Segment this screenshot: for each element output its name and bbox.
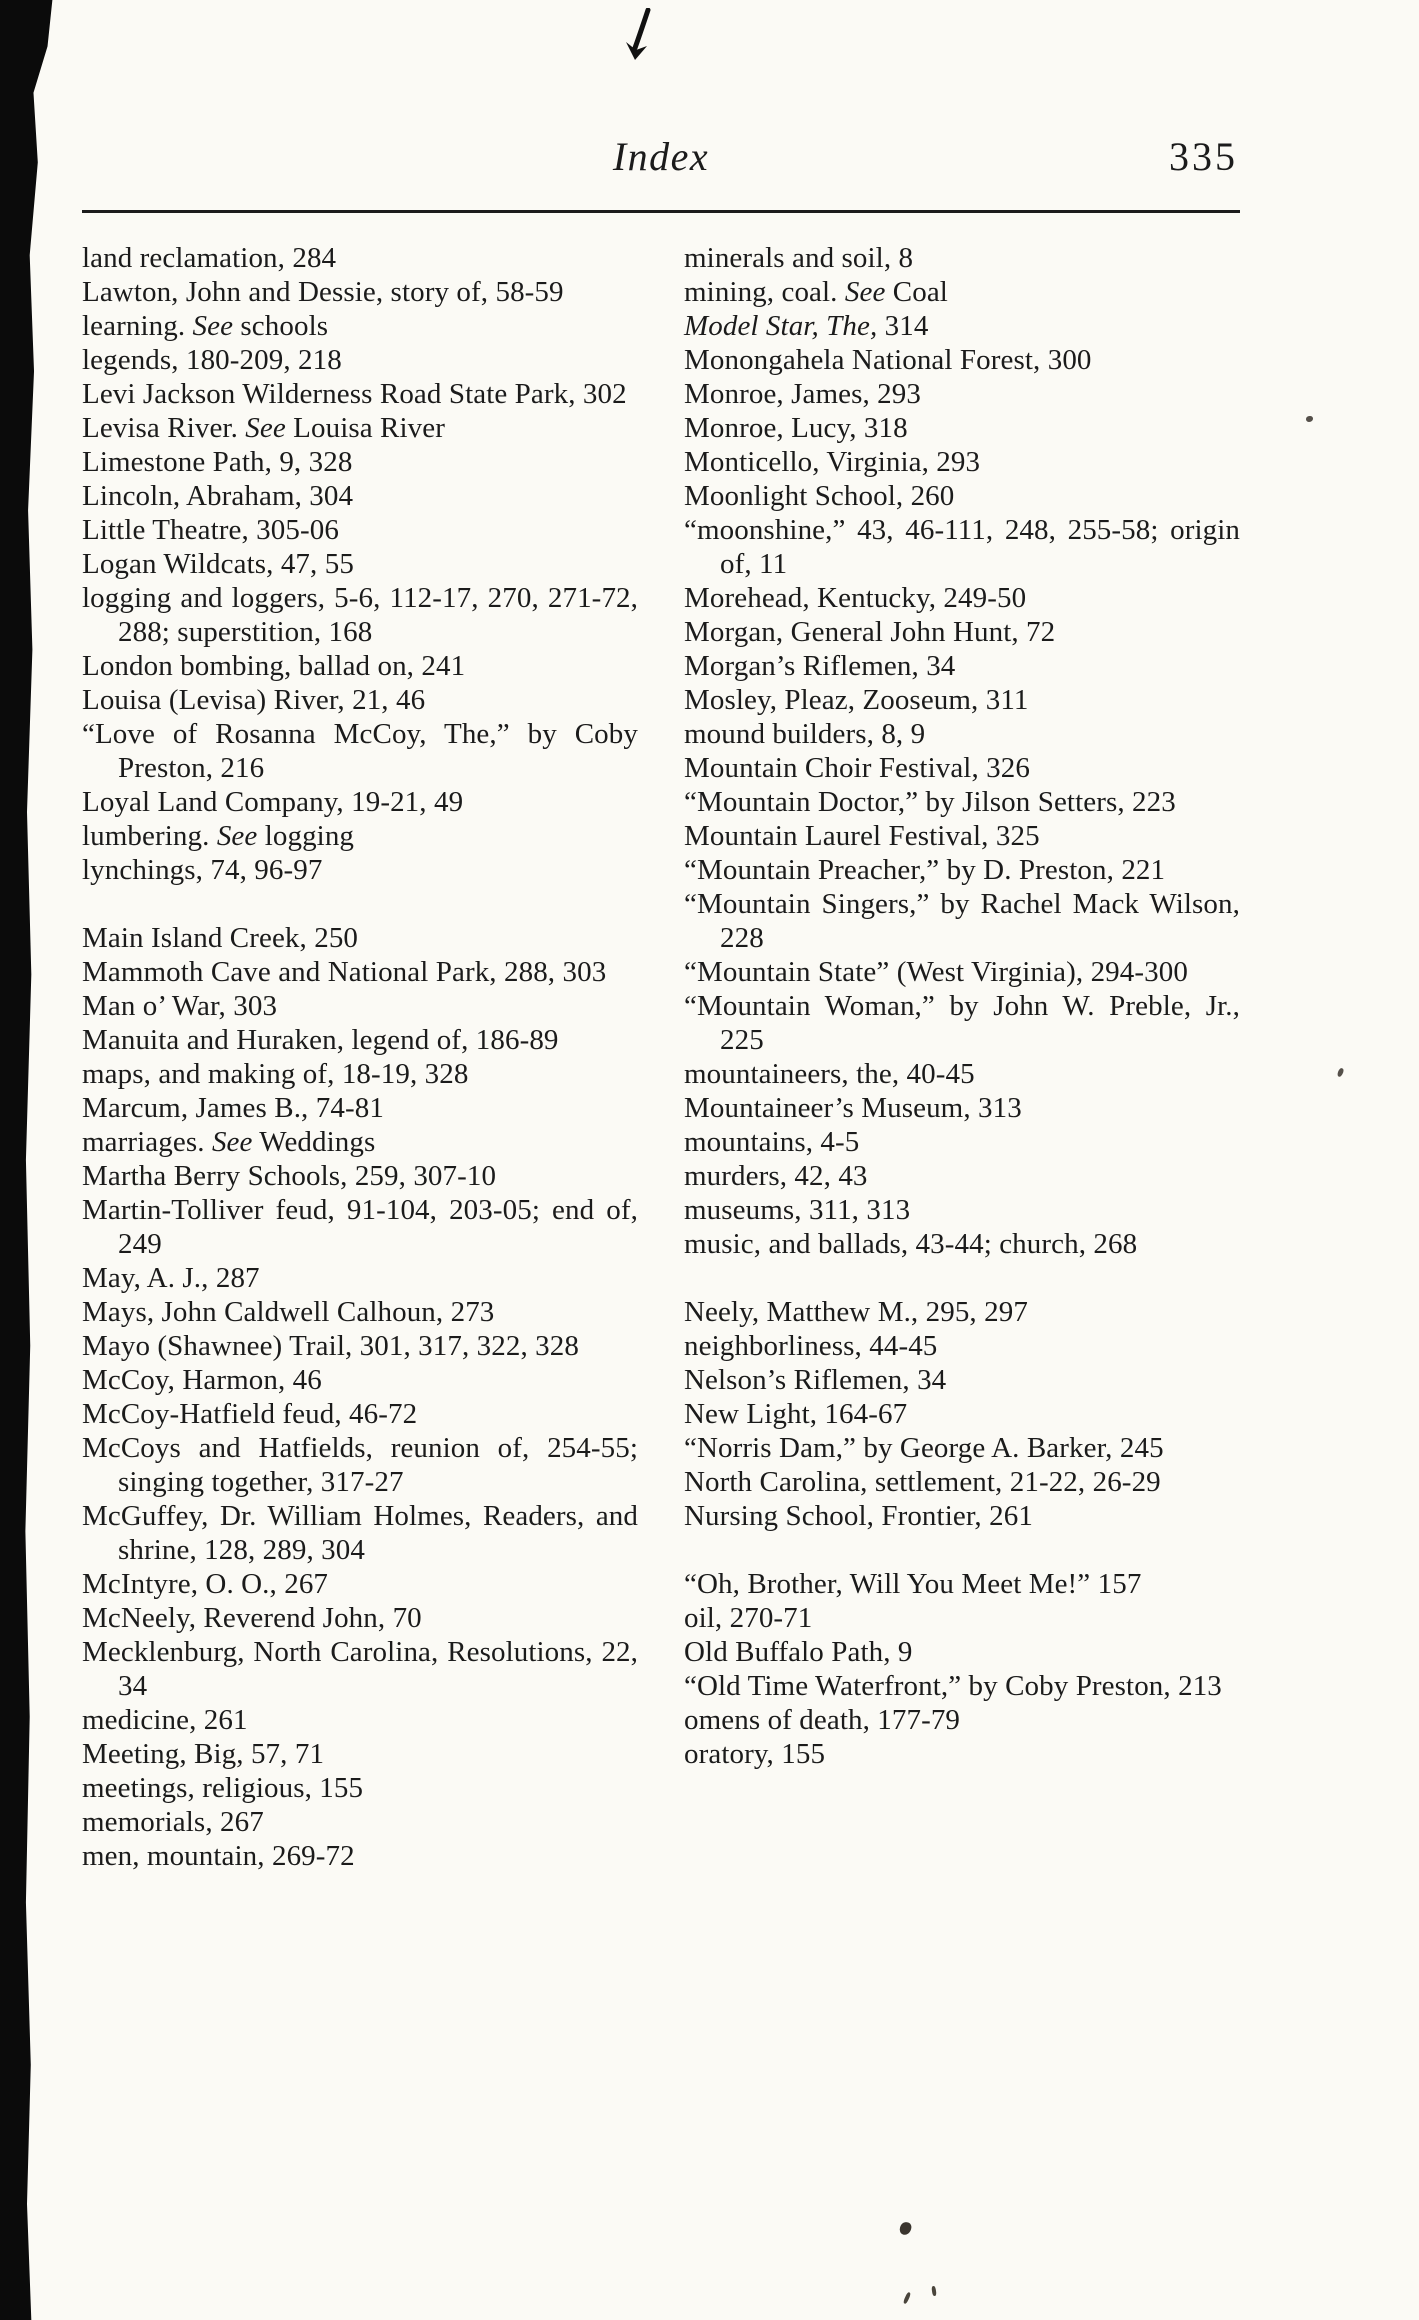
index-entry: “Mountain State” (West Virginia), 294-300 <box>684 956 1188 988</box>
page-number: 335 <box>1169 134 1238 179</box>
index-entry: Monroe, Lucy, 318 <box>684 412 908 444</box>
index-entry: medicine, 261 <box>82 1704 248 1736</box>
index-entry: minerals and soil, 8 <box>684 242 914 274</box>
index-letter-group <box>82 921 638 1873</box>
index-entry: McCoy-Hatfield feud, 46-72 <box>82 1398 418 1430</box>
index-entry: Levi Jackson Wilderness Road State Park, 302 <box>82 378 627 410</box>
binding-shadow <box>0 0 54 2320</box>
index-entry: McNeely, Reverend John, 70 <box>82 1602 422 1634</box>
index-entry: Nelson’s Riflemen, 34 <box>684 1364 947 1396</box>
scan-speck <box>898 2221 912 2237</box>
index-entry: Morgan, General John Hunt, 72 <box>684 616 1056 648</box>
index-entry: Little Theatre, 305-06 <box>82 514 339 546</box>
index-entry: Limestone Path, 9, 328 <box>82 446 353 478</box>
scan-speck <box>903 2292 912 2305</box>
index-entry: oratory, 155 <box>684 1738 826 1770</box>
index-entry: meetings, religious, 155 <box>82 1772 364 1804</box>
index-entry: “Norris Dam,” by George A. Barker, 245 <box>684 1432 1164 1464</box>
index-entry: “Mountain Preacher,” by D. Preston, 221 <box>684 854 1166 886</box>
index-entry: Main Island Creek, 250 <box>82 922 359 954</box>
index-entry: Martin-Tolliver feud, 91-104, 203-05; end of, 249 <box>82 1194 638 1260</box>
index-entry: Mecklenburg, North Carolina, Resolutions, 22, 34 <box>82 1636 638 1702</box>
index-entry: McCoys and Hatfields, reunion of, 254-55; singing together, 317-27 <box>82 1432 638 1498</box>
divider-rule <box>82 210 1240 213</box>
scan-speck <box>1337 1067 1345 1077</box>
index-entry: Morgan’s Riflemen, 34 <box>684 650 956 682</box>
index-entry: oil, 270-71 <box>684 1602 813 1634</box>
scan-speck <box>1306 416 1313 422</box>
index-entry: Lincoln, Abraham, 304 <box>82 480 354 512</box>
index-entry: Meeting, Big, 57, 71 <box>82 1738 325 1770</box>
index-entry: London bombing, ballad on, 241 <box>82 650 466 682</box>
index-entry: Man o’ War, 303 <box>82 990 278 1022</box>
index-entry: Nursing School, Frontier, 261 <box>684 1500 1033 1532</box>
index-entry: New Light, 164-67 <box>684 1398 908 1430</box>
index-entry: Moonlight School, 260 <box>684 480 955 512</box>
page-header <box>82 136 1240 178</box>
index-entry: mining, coal. See Coal <box>684 276 948 308</box>
index-entry: “Mountain Doctor,” by Jilson Setters, 223 <box>684 786 1176 818</box>
index-entry: mountains, 4-5 <box>684 1126 860 1158</box>
index-entry: music, and ballads, 43-44; church, 268 <box>684 1228 1138 1260</box>
index-entry: Loyal Land Company, 19-21, 49 <box>82 786 464 818</box>
index-columns <box>82 241 1240 1873</box>
index-column-right <box>684 241 1240 1873</box>
index-entry: omens of death, 177-79 <box>684 1704 961 1736</box>
index-entry: North Carolina, settlement, 21-22, 26-29 <box>684 1466 1161 1498</box>
index-entry: Manuita and Huraken, legend of, 186-89 <box>82 1024 559 1056</box>
index-entry: Old Buffalo Path, 9 <box>684 1636 913 1668</box>
index-entry: marriages. See Weddings <box>82 1126 376 1158</box>
index-entry: Monroe, James, 293 <box>684 378 921 410</box>
index-entry: Martha Berry Schools, 259, 307-10 <box>82 1160 497 1192</box>
index-entry: museums, 311, 313 <box>684 1194 911 1226</box>
index-entry: “Love of Rosanna McCoy, The,” by Coby Preston, 216 <box>82 718 638 784</box>
index-entry: Mountain Laurel Festival, 325 <box>684 820 1040 852</box>
index-entry: McGuffey, Dr. William Holmes, Readers, and shrine, 128, 289, 304 <box>82 1500 638 1566</box>
page-title: Index <box>612 134 710 179</box>
index-column-left <box>82 241 638 1873</box>
index-entry: Monticello, Virginia, 293 <box>684 446 981 478</box>
index-entry: “Oh, Brother, Will You Meet Me!” 157 <box>684 1568 1142 1600</box>
index-entry: Mountain Choir Festival, 326 <box>684 752 1030 784</box>
index-entry: Morehead, Kentucky, 249-50 <box>684 582 1027 614</box>
index-entry: “Old Time Waterfront,” by Coby Preston, 213 <box>684 1670 1222 1702</box>
index-entry: “moonshine,” 43, 46-111, 248, 255-58; origin of, 11 <box>684 514 1240 580</box>
index-entry: logging and loggers, 5-6, 112-17, 270, 271-72, 288; superstition, 168 <box>82 582 638 648</box>
index-entry: Logan Wildcats, 47, 55 <box>82 548 354 580</box>
index-entry: Louisa (Levisa) River, 21, 46 <box>82 684 426 716</box>
index-entry: Model Star, The, 314 <box>684 310 929 342</box>
index-entry: McCoy, Harmon, 46 <box>82 1364 322 1396</box>
index-entry: lynchings, 74, 96-97 <box>82 854 323 886</box>
index-entry: neighborliness, 44-45 <box>684 1330 938 1362</box>
index-entry: legends, 180-209, 218 <box>82 344 342 376</box>
index-entry: mountaineers, the, 40-45 <box>684 1058 975 1090</box>
index-entry: men, mountain, 269-72 <box>82 1840 355 1872</box>
index-entry: maps, and making of, 18-19, 328 <box>82 1058 469 1090</box>
index-entry: Levisa River. See Louisa River <box>82 412 445 444</box>
index-entry: Monongahela National Forest, 300 <box>684 344 1092 376</box>
index-letter-group <box>82 241 638 887</box>
index-entry: Mammoth Cave and National Park, 288, 303 <box>82 956 607 988</box>
page-content <box>82 0 1240 1873</box>
index-entry: Neely, Matthew M., 295, 297 <box>684 1296 1028 1328</box>
index-entry: lumbering. See logging <box>82 820 355 852</box>
index-entry: learning. See schools <box>82 310 329 342</box>
index-entry: Marcum, James B., 74-81 <box>82 1092 384 1124</box>
index-entry: “Mountain Woman,” by John W. Preble, Jr., 225 <box>684 990 1240 1056</box>
scan-speck <box>931 2286 936 2296</box>
index-entry: Mays, John Caldwell Calhoun, 273 <box>82 1296 495 1328</box>
index-entry: McIntyre, O. O., 267 <box>82 1568 329 1600</box>
index-entry: May, A. J., 287 <box>82 1262 260 1294</box>
index-entry: “Mountain Singers,” by Rachel Mack Wilson, 228 <box>684 888 1240 954</box>
index-letter-group <box>684 1567 1240 1771</box>
index-letter-group <box>684 1295 1240 1533</box>
index-entry: mound builders, 8, 9 <box>684 718 926 750</box>
index-entry: memorials, 267 <box>82 1806 264 1838</box>
index-letter-group <box>684 241 1240 1261</box>
index-entry: land reclamation, 284 <box>82 242 337 274</box>
index-entry: Mosley, Pleaz, Zooseum, 311 <box>684 684 1029 716</box>
index-entry: murders, 42, 43 <box>684 1160 868 1192</box>
index-entry: Mayo (Shawnee) Trail, 301, 317, 322, 328 <box>82 1330 579 1362</box>
index-entry: Mountaineer’s Museum, 313 <box>684 1092 1022 1124</box>
index-entry: Lawton, John and Dessie, story of, 58-59 <box>82 276 564 308</box>
